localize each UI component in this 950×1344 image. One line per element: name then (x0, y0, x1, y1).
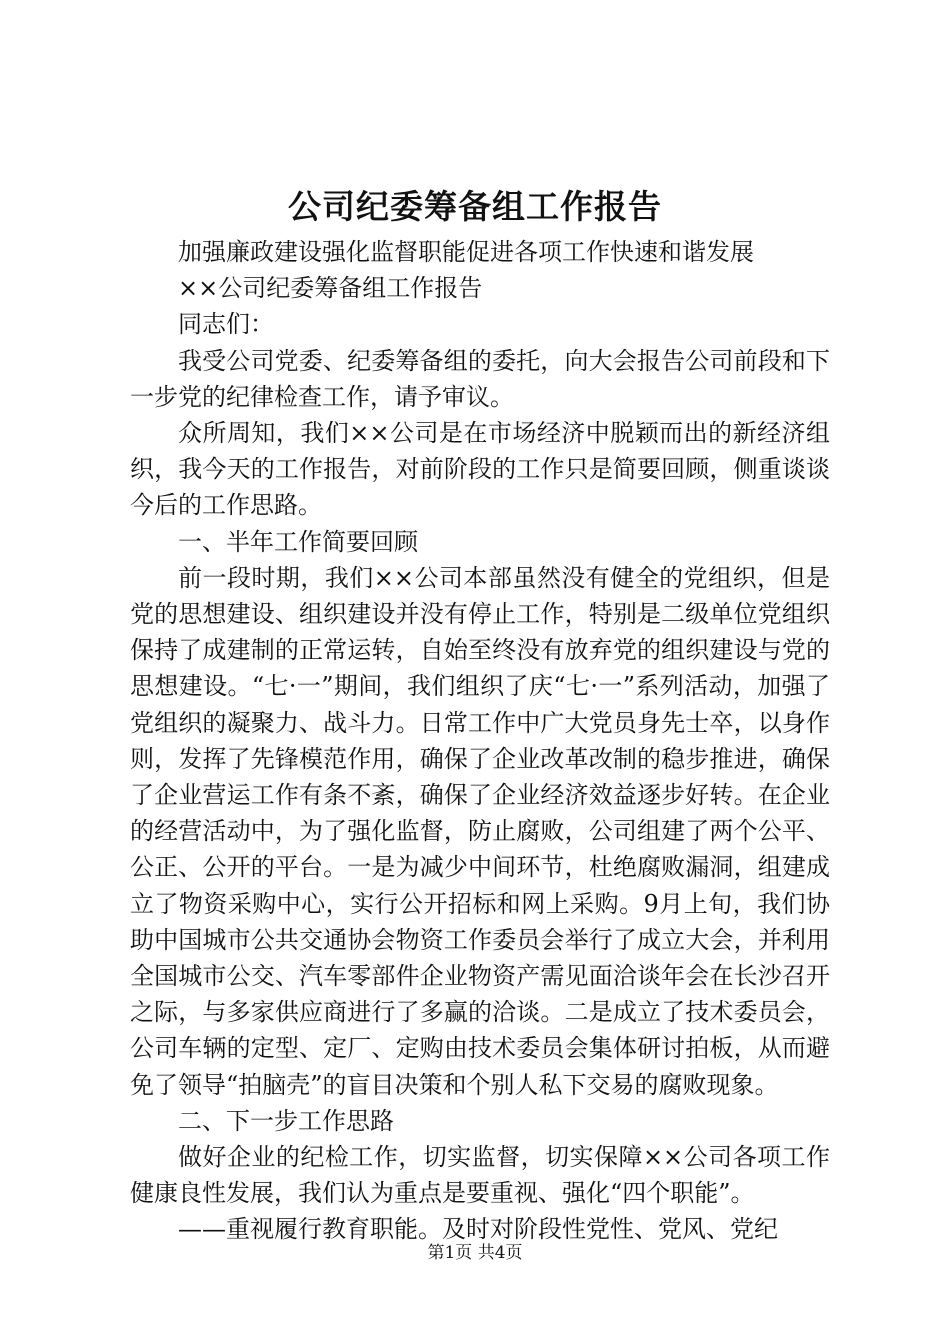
body-paragraph: 众所周知，我们××公司是在市场经济中脱颖而出的新经济组织，我今天的工作报告，对前阶段的工作只是简要回顾，侧重谈谈今后的工作思路。 (130, 419, 830, 520)
section-heading: 一、半年工作简要回顾 (178, 527, 418, 556)
subtitle-paragraph: 加强廉政建设强化监督职能促进各项工作快速和谐发展 (178, 238, 754, 266)
body-paragraph: 做好企业的纪检工作，切实监督，切实保障××公司各项工作健康良性发展，我们认为重点是要重视、强化“四个职能”。 (130, 1143, 830, 1208)
document-title: 公司纪委筹备组工作报告 (288, 187, 662, 226)
body-paragraph: 前一段时期，我们××公司本部虽然没有健全的党组织，但是党的思想建设、组织建设并没有停止工作，特别是二级单位党组织保持了成建制的正常运转，自始至终没有放弃党的组织建设与党的思想建设。“七·一”期间，我们组织了庆“七·一”系列活动，加强了党组织的凝聚力、战斗力。日常工作中广大党员身先士卒，以身作则，发挥了先锋模范作用，确保了企业改革改制的稳步推进，确保了企业营运工作有条不紊，确保了企业经济效益逐步好转。在企业的经营活动中，为了强化监督，防止腐败，公司组建了两个公平、公正、公开的平台。一是为减少中间环节，杜绝腐败漏洞，组建成立了物资采购中心，实行公开招标和网上采购。9月上旬，我们协助中国城市公共交通协会物资工作委员会举行了成立大会，并利用全国城市公交、汽车零部件企业物资产需见面洽谈年会在长沙召开之际，与多家供应商进行了多赢的洽谈。二是成立了技术委员会，公司车辆的定型、定厂、定购由技术委员会集体研讨拍板，从而避免了领导“拍脑壳”的盲目决策和个别人私下交易的腐败现象。 (130, 563, 830, 1099)
body-paragraph: 我受公司党委、纪委筹备组的委托，向大会报告公司前段和下一步党的纪律检查工作，请予审议。 (130, 346, 830, 411)
document-body (130, 234, 830, 1248)
salutation-paragraph: 同志们： (178, 310, 274, 339)
report-heading-paragraph: ××公司纪委筹备组工作报告 (178, 274, 483, 303)
body-paragraph: ——重视履行教育职能。及时对阶段性党性、党风、党纪 (178, 1215, 778, 1244)
section-heading: 二、下一步工作思路 (178, 1106, 394, 1135)
page-number-footer: 第1页 共4页 (427, 1243, 523, 1263)
